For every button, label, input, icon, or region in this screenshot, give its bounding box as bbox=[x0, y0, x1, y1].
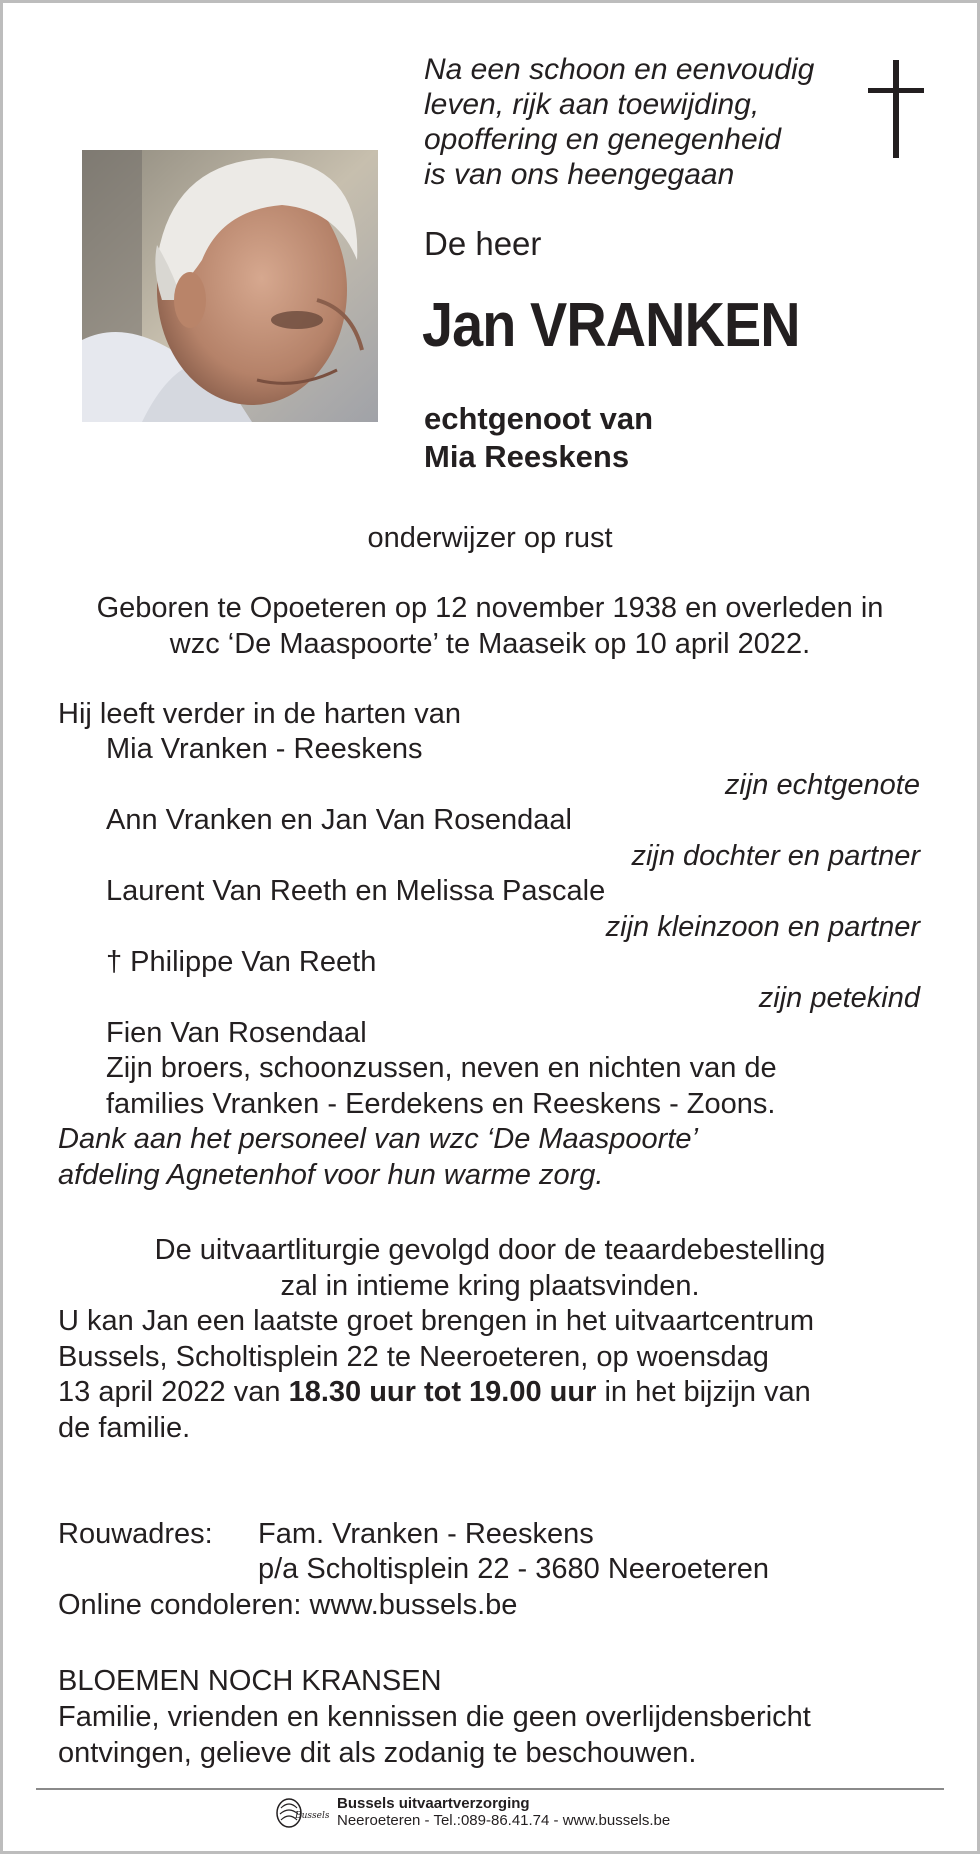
online-condolences: Online condoleren: www.bussels.be bbox=[58, 1589, 518, 1621]
svg-text:Bussels: Bussels bbox=[295, 1811, 329, 1821]
cross-icon bbox=[868, 60, 928, 160]
survivors-intro: Hij leeft verder in de harten van bbox=[58, 698, 461, 730]
flowers-heading: BLOEMEN NOCH KRANSEN bbox=[58, 1665, 442, 1697]
portrait-photo bbox=[82, 150, 378, 422]
survivor-name: Laurent Van Reeth en Melissa Pascale bbox=[106, 875, 606, 907]
birth-death-info: Geboren te Opoeteren op 12 november 1938 en overleden in wzc ‘De Maaspoorte’ te Maaseik op 10 april 2022. bbox=[96, 592, 884, 660]
address-line-1: Fam. Vranken - Reeskens bbox=[258, 1518, 594, 1550]
bussels-logo-icon bbox=[275, 1796, 329, 1830]
visitation-info: U kan Jan een laatste groet brengen in het uitvaartcentrum Bussels, Scholtisplein 22 te Neeroeteren, op woensdag 13 april 2022 van 18.30 uur tot 19.00 uur in het bijzijn van de familie. bbox=[58, 1305, 815, 1444]
thanks-note: Dank aan het personeel van wzc ‘De Maaspoorte’ afdeling Agnetenhof voor hun warme zorg. bbox=[58, 1123, 698, 1191]
survivor-name: families Vranken - Eerdekens en Reeskens - Zoons. bbox=[106, 1088, 776, 1120]
survivor-name: Fien Van Rosendaal bbox=[106, 1017, 367, 1049]
footer-company: Bussels uitvaartverzorging bbox=[337, 1795, 530, 1812]
funeral-announcement: De uitvaartliturgie gevolgd door de teaardebestelling zal in intieme kring plaatsvinden. bbox=[154, 1234, 826, 1302]
flowers-note: Familie, vrienden en kennissen die geen overlijdensbericht ontvingen, gelieve dit als zodanig te beschouwen. bbox=[58, 1701, 811, 1769]
spouse-block: echtgenoot van Mia Reeskens bbox=[424, 401, 654, 474]
survivor-role: zijn echtgenote bbox=[724, 769, 920, 801]
address-label: Rouwadres: bbox=[58, 1518, 213, 1550]
survivor-role: zijn petekind bbox=[758, 982, 920, 1014]
footer-divider bbox=[36, 1788, 944, 1790]
deceased-name: Jan VRANKEN bbox=[422, 291, 800, 360]
intro-verse: Na een schoon en eenvoudig leven, rijk aan toewijding, opoffering en genegenheid is van ons heengegaan bbox=[424, 53, 815, 191]
survivor-name: † Philippe Van Reeth bbox=[106, 946, 377, 978]
footer bbox=[0, 1794, 980, 1834]
survivor-name: Ann Vranken en Jan Van Rosendaal bbox=[106, 804, 572, 836]
survivor-role: zijn kleinzoon en partner bbox=[605, 911, 920, 943]
salutation: De heer bbox=[424, 225, 542, 262]
visitation-time: 18.30 uur tot 19.00 uur bbox=[288, 1376, 597, 1408]
footer-contact: Neeroeteren - Tel.:089-86.41.74 - www.bussels.be bbox=[337, 1812, 671, 1829]
survivor-role: zijn dochter en partner bbox=[631, 840, 920, 872]
survivor-name: Zijn broers, schoonzussen, neven en nichten van de bbox=[106, 1052, 777, 1084]
survivor-name: Mia Vranken - Reeskens bbox=[106, 733, 423, 765]
address-line-2: p/a Scholtisplein 22 - 3680 Neeroeteren bbox=[258, 1553, 770, 1585]
occupation: onderwijzer op rust bbox=[367, 522, 613, 554]
